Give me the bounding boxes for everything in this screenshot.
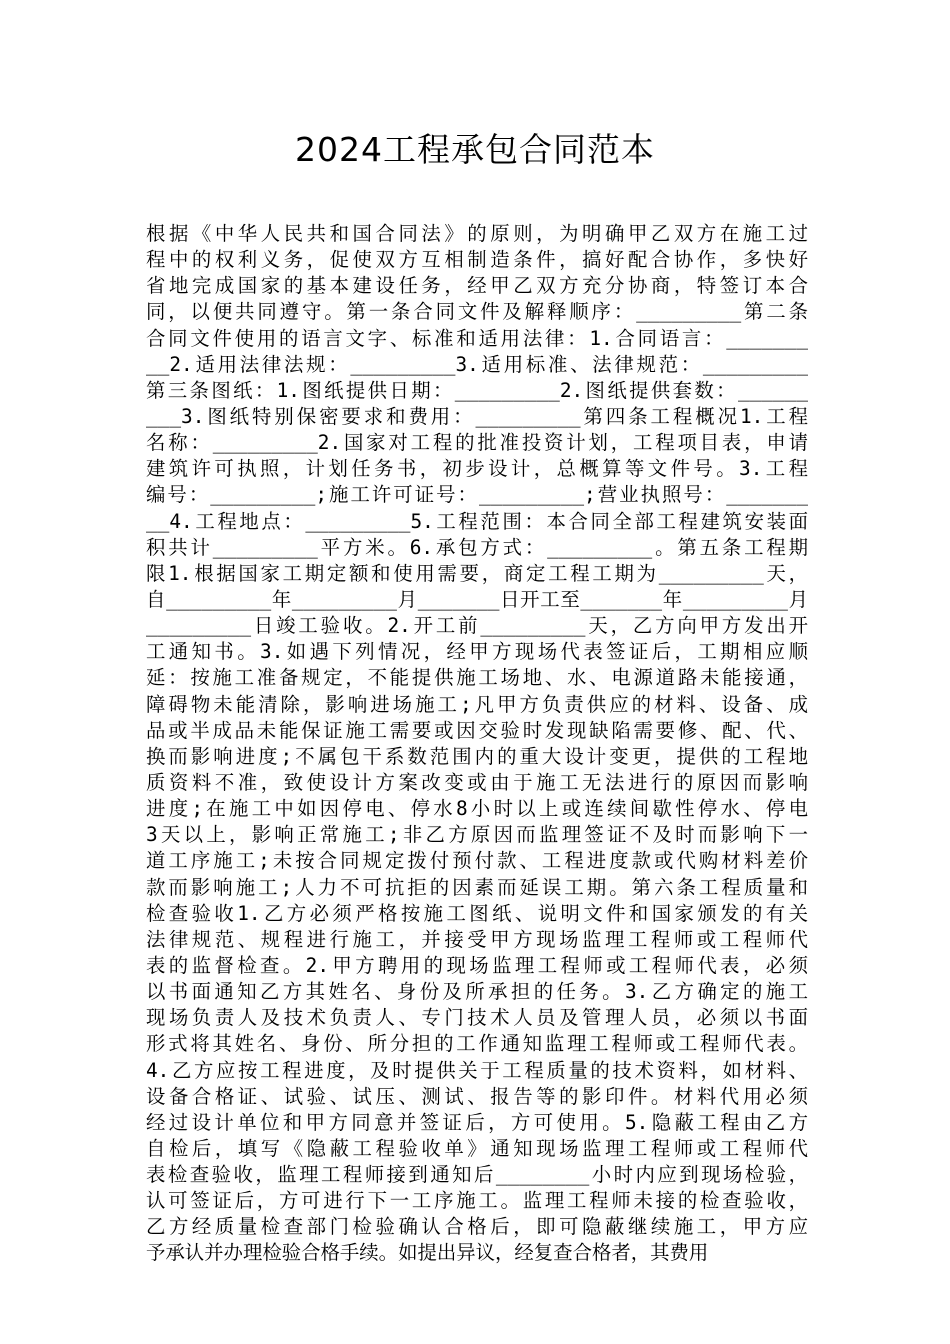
body-line: 设备合格证、试验、试压、测试、报告等的影印件。材料代用必须 — [146, 1084, 808, 1108]
body-line: 法律规范、规程进行施工，并接受甲方现场监理工程师或工程师代 — [146, 927, 808, 951]
body-line: 质资料不准，致使设计方案改变或由于施工无法进行的原因而影响 — [146, 770, 808, 794]
body-line: 积共计_________平方米。6.承包方式：_________。第五条工程期 — [146, 535, 808, 559]
body-line: 换而影响进度;不属包干系数范围内的重大设计变更，提供的工程地 — [146, 744, 808, 768]
body-line: __2.适用法律法规：_________3.适用标准、法律规范：_________ — [146, 352, 808, 376]
body-line: 道工序施工;未按合同规定拨付预付款、工程进度款或代购材料差价 — [146, 849, 808, 873]
body-line: 编号：_________;施工许可证号：_________;营业执照号：_______ — [146, 483, 808, 507]
body-line: 表检查验收，监理工程师接到通知后________小时内应到现场检验， — [146, 1163, 808, 1187]
body-line: 同，以便共同遵守。第一条合同文件及解释顺序：_________第二条 — [146, 300, 808, 324]
body-line: ___3.图纸特别保密要求和费用：_________第四条工程概况1.工程 — [146, 404, 808, 428]
body-line: 现场负责人及技术负责人、专门技术人员及管理人员，必须以书面 — [146, 1006, 808, 1030]
body-line: 自_________年_________月_______日开工至_______年_________月 — [146, 587, 808, 611]
body-line: 形式将其姓名、身份、所分担的工作通知监理工程师或工程师代表。 — [146, 1032, 808, 1056]
body-line: 限1.根据国家工期定额和使用需要，商定工程工期为_________天， — [146, 561, 808, 585]
body-line: 品或半成品未能保证施工需要或因交验时发现缺陷需要修、配、代、 — [146, 718, 808, 742]
body-line: 4.乙方应按工程进度，及时提供关于工程质量的技术资料，如材料、 — [146, 1058, 808, 1082]
body-line: 表的监督检查。2.甲方聘用的现场监理工程师或工程师代表，必须 — [146, 953, 808, 977]
body-line: 合同文件使用的语言文字、标准和适用法律：1.合同语言：_______ — [146, 326, 808, 350]
body-line: 根据《中华人民共和国合同法》的原则，为明确甲乙双方在施工过 — [146, 222, 808, 245]
body-line: 经过设计单位和甲方同意并签证后，方可使用。5.隐蔽工程由乙方 — [146, 1110, 808, 1134]
body-line: 障碍物未能清除，影响进场施工;凡甲方负责供应的材料、设备、成 — [146, 692, 808, 716]
body-line: 工通知书。3.如遇下列情况，经甲方现场代表签证后，工期相应顺 — [146, 640, 808, 664]
document-body — [146, 221, 808, 1267]
body-line: 款而影响施工;人力不可抗拒的因素而延误工期。第六条工程质量和 — [146, 875, 808, 899]
body-line: 3天以上，影响正常施工;非乙方原因而监理签证不及时而影响下一 — [146, 823, 808, 847]
body-line: 自检后，填写《隐蔽工程验收单》通知现场监理工程师或工程师代 — [146, 1136, 808, 1160]
body-line: _________日竣工验收。2.开工前_________天，乙方向甲方发出开 — [146, 614, 808, 638]
body-line: 名称：_________2.国家对工程的批准投资计划，工程项目表，申请 — [146, 431, 808, 455]
body-line: 进度;在施工中如因停电、停水8小时以上或连续间歇性停水、停电 — [146, 797, 808, 821]
body-line: 延：按施工准备规定，不能提供施工场地、水、电源道路未能接通， — [146, 666, 808, 690]
document-title: 2024工程承包合同范本 — [295, 130, 655, 169]
body-line: 以书面通知乙方其姓名、身份及所承担的任务。3.乙方确定的施工 — [146, 980, 808, 1004]
body-line: 认可签证后，方可进行下一工序施工。监理工程师未接的检查验收， — [146, 1189, 808, 1213]
body-line: 检查验收1.乙方必须严格按施工图纸、说明文件和国家颁发的有关 — [146, 901, 808, 925]
body-line: 第三条图纸：1.图纸提供日期：_________2.图纸提供套数：______ — [146, 378, 808, 402]
body-line: 省地完成国家的基本建设任务，经甲乙双方充分协商，特签订本合 — [146, 274, 808, 298]
body-line: __4.工程地点：_________5.工程范围：本合同全部工程建筑安装面 — [146, 509, 808, 533]
body-line: 程中的权利义务，促使双方互相制造条件，搞好配合协作，多快好 — [146, 248, 808, 272]
body-line: 予承认并办理检验合格手续。如提出异议，经复查合格者，其费用 — [146, 1241, 709, 1265]
body-line: 乙方经质量检查部门检验确认合格后，即可隐蔽继续施工，甲方应 — [146, 1215, 808, 1239]
body-line: 建筑许可执照，计划任务书，初步设计，总概算等文件号。3.工程 — [146, 457, 808, 481]
